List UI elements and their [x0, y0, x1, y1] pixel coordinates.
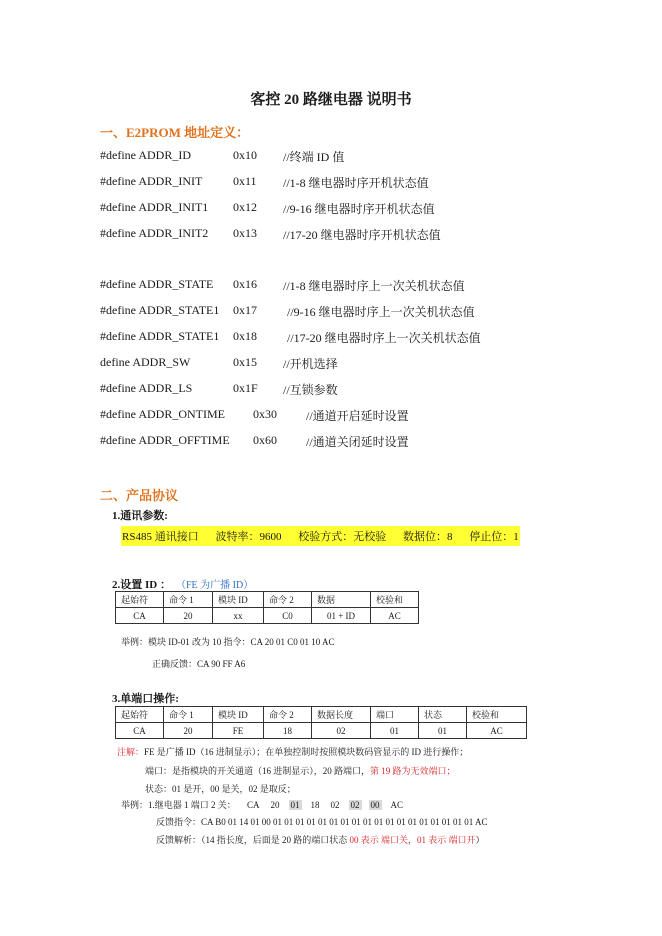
- comm-param-baud: 波特率：9600: [215, 531, 282, 543]
- single-port-feedback-cmd: 反馈指令：CA B0 01 14 01 00 01 01 01 01 01 01 01 01 01 01 01 01 01 01 01 01 01 01 AC: [156, 817, 488, 827]
- table-cell: 01: [419, 723, 467, 739]
- define-address: 0x15: [233, 355, 257, 369]
- example-byte: AC: [390, 800, 404, 810]
- table-header-cell: 数据: [312, 592, 371, 608]
- define-address: 0x60: [253, 433, 277, 447]
- define-address: 0x11: [233, 174, 257, 188]
- table-header-cell: 校验和: [371, 592, 419, 608]
- single-port-label: 3.单端口操作:: [112, 693, 179, 705]
- define-name: #define ADDR_OFFTIME: [100, 433, 230, 447]
- define-comment: //终端 ID 值: [283, 150, 345, 164]
- set-id-feedback: 正确反馈：CA 90 FF A6: [152, 659, 246, 669]
- table-header-cell: 状态: [419, 707, 467, 723]
- single-port-table: [115, 706, 527, 739]
- define-comment: //1-8 继电器时序开机状态值: [283, 176, 429, 190]
- define-address: 0x16: [233, 277, 257, 291]
- define-address: 0x13: [233, 226, 257, 240]
- feedback-parse-states: 00 表示 端口关，01 表示 端口开: [349, 835, 476, 845]
- define-name: #define ADDR_STATE1: [100, 329, 220, 343]
- document-title: 客控 20 路继电器 说明书: [250, 92, 412, 108]
- table-header-cell: 模块 ID: [213, 707, 264, 723]
- define-name: #define ADDR_INIT: [100, 174, 203, 188]
- note-line-1: 注解：FE 是广播 ID（16 进制显示）；在单独控制时按照模块数码管显示的 ID 进行操作；: [117, 747, 469, 757]
- define-name: #define ADDR_ID: [100, 148, 191, 162]
- section-eeprom-heading: 一、E2PROM 地址定义：: [100, 125, 250, 140]
- broadcast-id-note: （FE 为广播 ID）: [180, 580, 254, 591]
- example-byte: 02: [330, 800, 340, 810]
- example-byte: 01: [290, 800, 300, 810]
- comm-param-databits: 数据位：8: [402, 531, 453, 543]
- table-cell: FE: [213, 723, 264, 739]
- define-comment: //开机选择: [283, 357, 338, 371]
- example-byte: 18: [310, 800, 320, 810]
- define-address: 0x30: [253, 407, 277, 421]
- note-line-3: 状态：01 是开，00 是关，02 是取反；: [145, 784, 296, 794]
- table-header-cell: 校验和: [467, 707, 527, 723]
- table-header-cell: 命令 1: [164, 707, 213, 723]
- table-cell: 20: [164, 723, 213, 739]
- table-header-cell: 命令 2: [264, 707, 312, 723]
- define-comment: //17-20 继电器时序上一次关机状态值: [287, 331, 481, 345]
- table-header-cell: 命令 1: [164, 592, 213, 608]
- table-cell: CA: [116, 608, 164, 624]
- define-name: define ADDR_SW: [100, 355, 191, 369]
- set-id-label: 2.设置 ID ： （FE 为广播 ID）: [112, 579, 254, 591]
- define-name: #define ADDR_INIT2: [100, 226, 209, 240]
- example-byte: 02: [350, 800, 360, 810]
- table-cell: CA: [116, 723, 164, 739]
- define-address: 0x1F: [233, 381, 258, 395]
- comm-param-stopbits: 停止位：1: [469, 531, 519, 543]
- table-header-cell: 起始符: [116, 592, 164, 608]
- table-cell: AC: [467, 723, 527, 739]
- table-cell: 18: [264, 723, 312, 739]
- table-cell: C0: [264, 608, 312, 624]
- comm-param-interface: RS485 通讯接口: [122, 531, 199, 543]
- table-header-cell: 数据长度: [312, 707, 371, 723]
- define-name: #define ADDR_LS: [100, 381, 193, 395]
- table-cell: AC: [371, 608, 419, 624]
- define-name: #define ADDR_STATE1: [100, 303, 220, 317]
- example-bytes: [238, 800, 405, 810]
- comm-params-label: 1.通讯参数:: [112, 510, 168, 522]
- define-comment: //9-16 继电器时序上一次关机状态值: [287, 305, 475, 319]
- note-prefix: 注解：: [117, 747, 145, 757]
- define-name: #define ADDR_STATE: [100, 277, 214, 291]
- table-cell: 01 + ID: [312, 608, 371, 624]
- define-name: #define ADDR_ONTIME: [100, 407, 225, 421]
- example-byte: 20: [270, 800, 280, 810]
- define-comment: //9-16 继电器时序开机状态值: [283, 202, 435, 216]
- set-id-example: 举例：模块 ID-01 改为 10 指令：CA 20 01 C0 01 10 AC: [121, 637, 335, 647]
- define-address: 0x10: [233, 148, 257, 162]
- set-id-table: [115, 591, 419, 624]
- define-comment: //1-8 继电器时序上一次关机状态值: [283, 279, 465, 293]
- define-address: 0x12: [233, 200, 257, 214]
- define-comment: //17-20 继电器时序开机状态值: [283, 228, 441, 242]
- define-comment: //通道开启延时设置: [306, 409, 409, 423]
- table-header-cell: 起始符: [116, 707, 164, 723]
- define-address: 0x17: [233, 303, 257, 317]
- define-comment: //互锁参数: [283, 383, 338, 397]
- table-cell: xx: [213, 608, 264, 624]
- define-comment: //通道关闭延时设置: [306, 435, 409, 449]
- example-byte: 00: [370, 800, 380, 810]
- table-cell: 02: [312, 723, 371, 739]
- table-header-cell: 命令 2: [264, 592, 312, 608]
- single-port-example: 举例：1.继电器 1 端口 2 关： CA 20 01 18 02 02 00 AC: [121, 800, 404, 810]
- define-name: #define ADDR_INIT1: [100, 200, 209, 214]
- comm-params-highlight: [121, 526, 520, 546]
- note-line-2: 端口：是指模块的开关通道（16 进制显示），20 路端口，第 19 路为无效端口；: [145, 766, 456, 776]
- table-header-cell: 端口: [371, 707, 419, 723]
- table-cell: 01: [371, 723, 419, 739]
- table-cell: 20: [164, 608, 213, 624]
- section-protocol-heading: 二、产品协议: [100, 488, 179, 503]
- example-byte: CA: [247, 800, 260, 810]
- single-port-feedback-parse: 反馈解析：（14 指长度，后面是 20 路的端口状态 00 表示 端口关，01 表示 端口开）: [156, 835, 485, 845]
- table-header-cell: 模块 ID: [213, 592, 264, 608]
- define-address: 0x18: [233, 329, 257, 343]
- comm-param-parity: 校验方式：无校验: [298, 531, 387, 543]
- invalid-port-note: 第 19 路为无效端口；: [370, 766, 456, 776]
